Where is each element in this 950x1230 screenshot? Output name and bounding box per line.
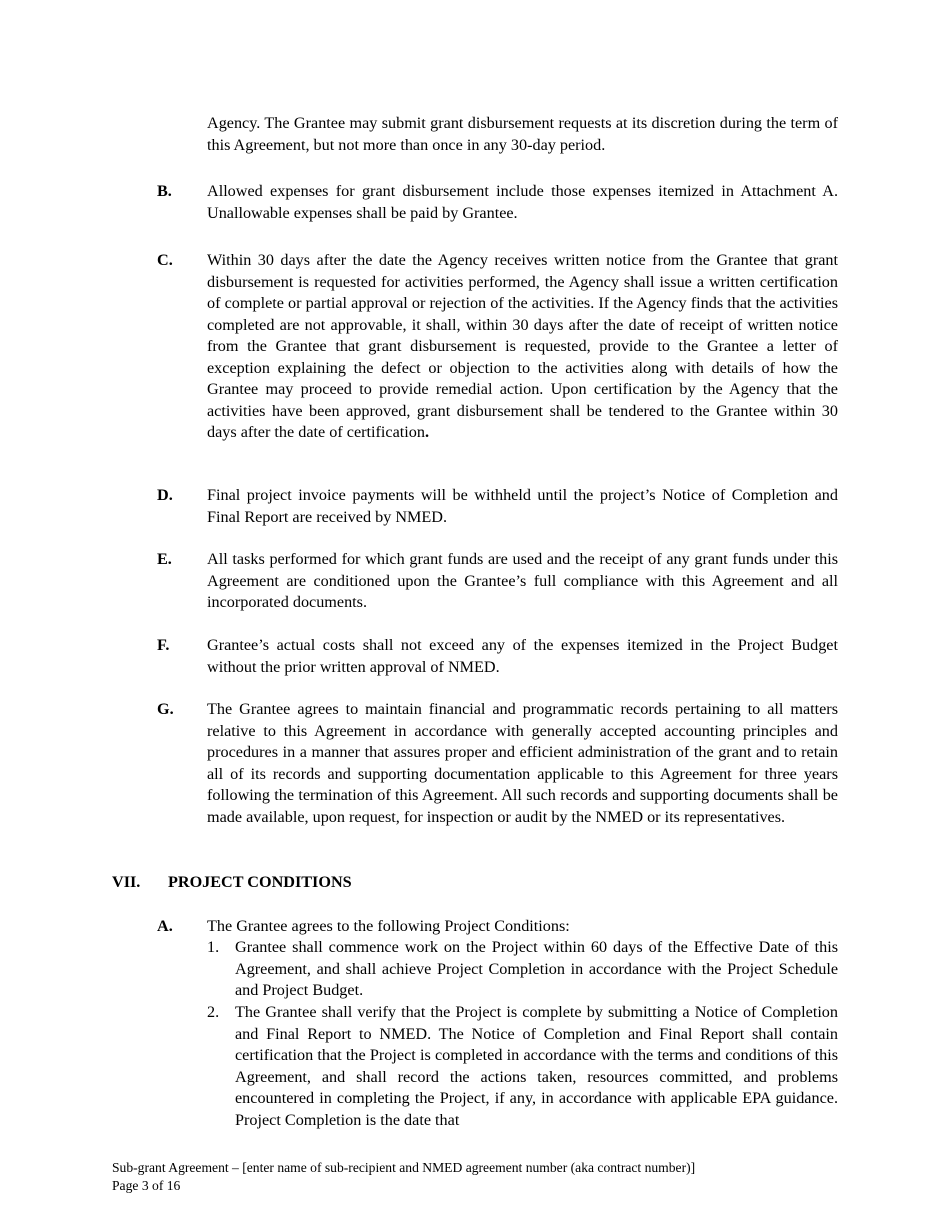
item-c-paragraph (207, 250, 838, 444)
item-f-text: Grantee’s actual costs shall not exceed any of the expenses itemized in the Project Budget without the prior written approval of NMED. (207, 636, 838, 676)
item-f-label: F. (157, 636, 170, 654)
item-g-text: The Grantee agrees to maintain financial and programmatic records pertaining to all matters relative to this Agreement in accordance with generally accepted accounting principles and procedures in a manner that assures proper and efficient administration of the grant and to retain all of its records and supporting documentation applicable to this Agreement for three years following the termination of this Agreement. All such records and supporting documents shall be made available, upon request, for inspection or audit by the NMED or its representatives. (207, 700, 838, 826)
footer-agreement-line: Sub-grant Agreement – [enter name of sub-recipient and NMED agreement number (aka contract number)] (112, 1160, 696, 1175)
section-item-a-label: A. (157, 917, 173, 935)
item-c-label: C. (157, 251, 173, 269)
subitem-1-text: Grantee shall commence work on the Project within 60 days of the Effective Date of this Agreement, and shall achieve Project Completion in accordance with the Project Schedule and Project Budget. (235, 938, 838, 999)
section-number: VII. (112, 873, 141, 891)
item-c-end-mark: . (424, 423, 430, 441)
item-b-text: Allowed expenses for grant disbursement include those expenses itemized in Attachment A. Unallowable expenses shall be paid by Grantee. (207, 182, 838, 222)
item-g-label: G. (157, 700, 174, 718)
footer-page-number: Page 3 of 16 (112, 1178, 181, 1193)
subitem-2-text: The Grantee shall verify that the Project is complete by submitting a Notice of Completion and Final Report to NMED. The Notice of Completion and Final Report shall contain certification that the Project is completed in accordance with the terms and conditions of this Agreement, and shall record the actions taken, resources committed, and problems encountered in completing the Project, if any, in accordance with applicable EPA guidance. Project Completion is the date that (235, 1003, 838, 1129)
item-e-text: All tasks performed for which grant funds are used and the receipt of any grant funds under this Agreement are conditioned upon the Grantee’s full compliance with this Agreement and all incorporated documents. (207, 550, 838, 611)
item-e-label: E. (157, 550, 172, 568)
item-b-label: B. (157, 182, 172, 200)
subitem-2-number: 2. (207, 1003, 220, 1021)
page-footer (112, 1159, 695, 1195)
section-title: PROJECT CONDITIONS (168, 873, 352, 891)
subitem-2 (207, 1002, 838, 1131)
item-d-text: Final project invoice payments will be withheld until the project’s Notice of Completion and Final Report are received by NMED. (207, 486, 838, 526)
subitem-1-number: 1. (207, 938, 220, 956)
section-item-a-intro: The Grantee agrees to the following Project Conditions: (207, 917, 570, 935)
item-d-label: D. (157, 486, 173, 504)
continuation-paragraph: Agency. The Grantee may submit grant disbursement requests at its discretion during the term of this Agreement, but not more than once in any 30-day period. (207, 114, 838, 154)
item-c-text: Within 30 days after the date the Agency receives written notice from the Grantee that grant disbursement is requested for activities performed, the Agency shall issue a written certification of complete or partial approval or rejection of the activities. If the Agency finds that the activities completed are not approvable, it shall, within 30 days after the date of receipt of written notice from the Grantee that grant disbursement is requested, provide to the Grantee a letter of exception explaining the defect or objection to the activities along with details of how the Grantee may proceed to provide remedial action. Upon certification by the Agency that the activities have been approved, grant disbursement shall be tendered to the Grantee within 30 days after the date of certification (207, 251, 838, 441)
subitem-1 (207, 937, 838, 1002)
